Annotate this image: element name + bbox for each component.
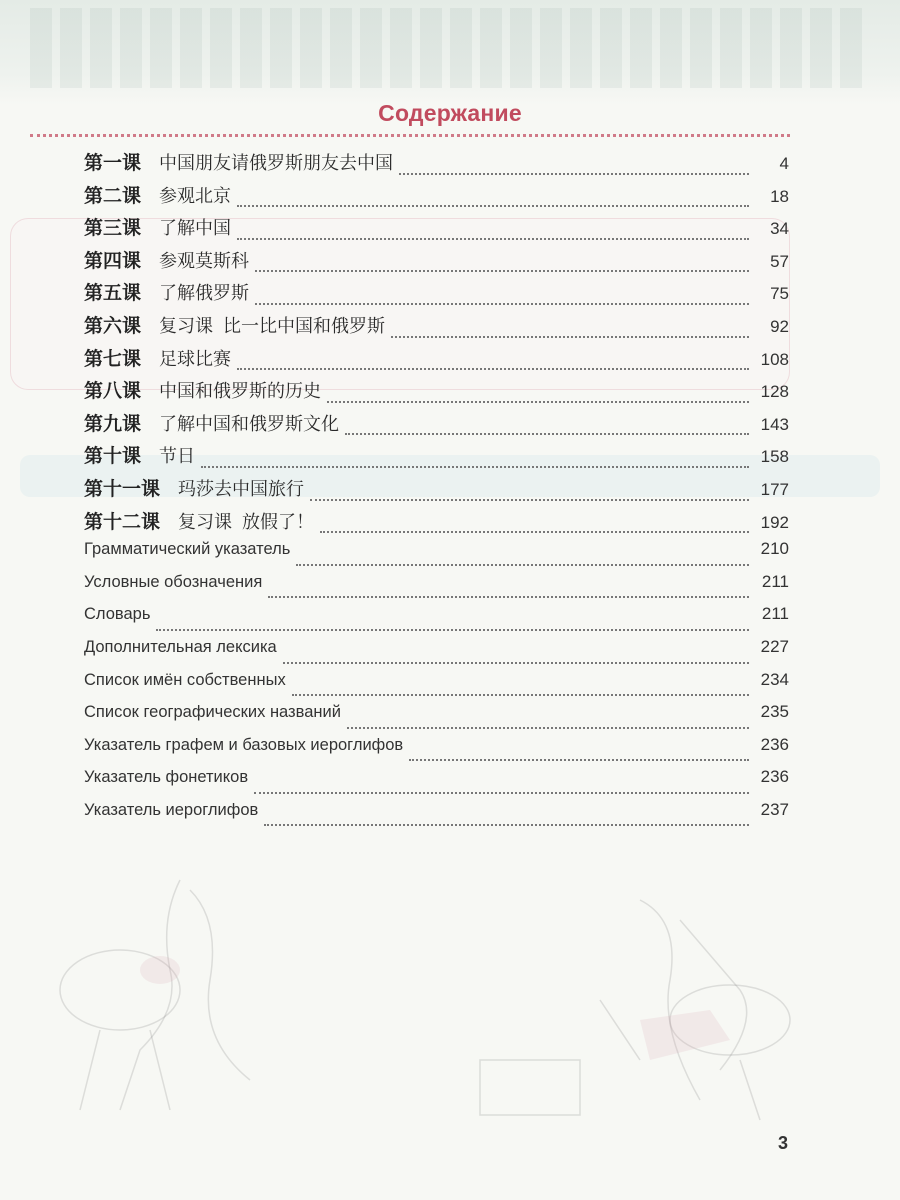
toc-lesson-row[interactable] (84, 311, 789, 344)
toc-lesson-row[interactable] (84, 278, 789, 311)
reference-title: Словарь (84, 605, 151, 624)
reference-title: Грамматический указатель (84, 540, 291, 559)
dot-leader (292, 694, 749, 696)
dot-leader (237, 238, 749, 240)
title-divider (30, 134, 790, 137)
lesson-title: 复习课 (178, 511, 233, 533)
dot-leader (345, 433, 749, 435)
lesson-title: 玛莎去中国旅行 (178, 478, 305, 500)
page-ref: 57 (770, 251, 789, 271)
lesson-number: 第三课 (84, 217, 142, 240)
lesson-number: 第六课 (84, 314, 142, 337)
toc-reference-row[interactable] (84, 539, 789, 572)
page-ref: 177 (760, 479, 789, 499)
toc-lesson-row[interactable] (84, 376, 789, 409)
toc-reference-row[interactable] (84, 670, 789, 703)
lesson-number: 第十一课 (84, 477, 161, 500)
lesson-title: 中国和俄罗斯的历史 (159, 381, 322, 403)
lesson-number: 第七课 (84, 347, 142, 370)
page-ref: 192 (760, 512, 789, 532)
lesson-title: 参观莫斯科 (159, 250, 250, 272)
lesson-number: 第十二课 (84, 510, 161, 533)
page-ref: 18 (770, 186, 789, 206)
lesson-title: 中国朋友请俄罗斯朋友去中国 (159, 153, 394, 174)
toc-reference-row[interactable] (84, 637, 789, 670)
toc-reference-row[interactable] (84, 800, 789, 833)
reference-title: Указатель фонетиков (84, 768, 249, 787)
dot-leader (327, 401, 749, 403)
page-ref: 75 (770, 284, 789, 304)
lesson-title: 参观北京 (159, 185, 232, 207)
toc-lesson-row[interactable] (84, 148, 789, 181)
page-ref: 158 (760, 447, 789, 467)
reference-title: Условные обозначения (84, 572, 263, 591)
page-number: 3 (777, 1133, 788, 1153)
lesson-number: 第五课 (84, 282, 142, 305)
page-title: Содержание (378, 100, 522, 126)
toc-lesson-row[interactable] (84, 181, 789, 214)
lesson-title: 节日 (159, 446, 196, 468)
toc-reference-row[interactable] (84, 767, 789, 800)
lesson-title: 了解俄罗斯 (159, 283, 250, 305)
dot-leader (255, 270, 749, 272)
page-ref: 210 (760, 539, 789, 559)
dot-leader (237, 205, 749, 207)
background-bleed-through (0, 0, 900, 105)
lesson-title: 了解中国 (159, 218, 232, 240)
toc-lesson-row[interactable] (84, 344, 789, 377)
toc-lesson-row[interactable] (84, 246, 789, 279)
toc-lesson-row[interactable] (84, 441, 789, 474)
table-of-contents (84, 148, 789, 832)
reference-title: Список географических названий (84, 703, 341, 722)
reference-title: Указатель графем и базовых иероглифов (84, 735, 404, 754)
page-ref: 211 (761, 604, 789, 624)
lesson-number: 第八课 (84, 380, 142, 403)
page-ref: 236 (760, 767, 789, 787)
reference-title: Дополнительная лексика (84, 637, 277, 656)
page-ref: 235 (760, 702, 789, 722)
lesson-title: 足球比赛 (159, 348, 232, 370)
toc-reference-row[interactable] (84, 702, 789, 735)
page-ref: 108 (760, 349, 789, 369)
lesson-subtitle: 放假了！ (242, 511, 315, 533)
page-ref: 4 (779, 154, 789, 173)
dot-leader (201, 466, 749, 468)
dot-leader (391, 336, 749, 338)
reference-list (84, 539, 789, 832)
lesson-number: 第二课 (84, 184, 142, 207)
lesson-number: 第一课 (84, 152, 142, 174)
toc-reference-row[interactable] (84, 604, 789, 637)
dot-leader (310, 499, 749, 501)
dot-leader (255, 303, 749, 305)
dot-leader (156, 629, 749, 631)
toc-lesson-row[interactable] (84, 474, 789, 507)
dot-leader (399, 173, 749, 175)
toc-lesson-row[interactable] (84, 507, 789, 540)
reference-title: Указатель иероглифов (84, 800, 259, 819)
dot-leader (268, 596, 749, 598)
lesson-number: 第九课 (84, 412, 142, 435)
dot-leader (347, 727, 749, 729)
toc-reference-row[interactable] (84, 572, 789, 605)
page-ref: 92 (770, 316, 789, 336)
page-ref: 211 (761, 571, 789, 591)
page-ref: 237 (760, 799, 789, 819)
page-ref: 236 (760, 734, 789, 754)
dot-leader (237, 368, 749, 370)
page-ref: 34 (770, 219, 789, 239)
toc-lesson-row[interactable] (84, 409, 789, 442)
page-ref: 234 (760, 669, 789, 689)
lesson-number: 第四课 (84, 249, 142, 272)
lesson-number: 第十课 (84, 445, 142, 468)
toc-reference-row[interactable] (84, 735, 789, 768)
page-ref: 143 (760, 414, 789, 434)
dot-leader (296, 564, 749, 566)
page-ref: 227 (760, 636, 789, 656)
lesson-title: 复习课 (159, 315, 214, 337)
lesson-list (84, 148, 789, 539)
dot-leader (283, 662, 749, 664)
page-ref: 128 (760, 382, 789, 402)
lesson-title: 了解中国和俄罗斯文化 (159, 413, 340, 435)
toc-lesson-row[interactable] (84, 213, 789, 246)
background-illustration (40, 860, 860, 1130)
dot-leader (320, 531, 749, 533)
dot-leader (409, 759, 749, 761)
dot-leader (264, 824, 749, 826)
reference-title: Список имён собственных (84, 670, 286, 689)
dot-leader (254, 792, 749, 794)
lesson-subtitle: 比一比中国和俄罗斯 (223, 315, 386, 337)
